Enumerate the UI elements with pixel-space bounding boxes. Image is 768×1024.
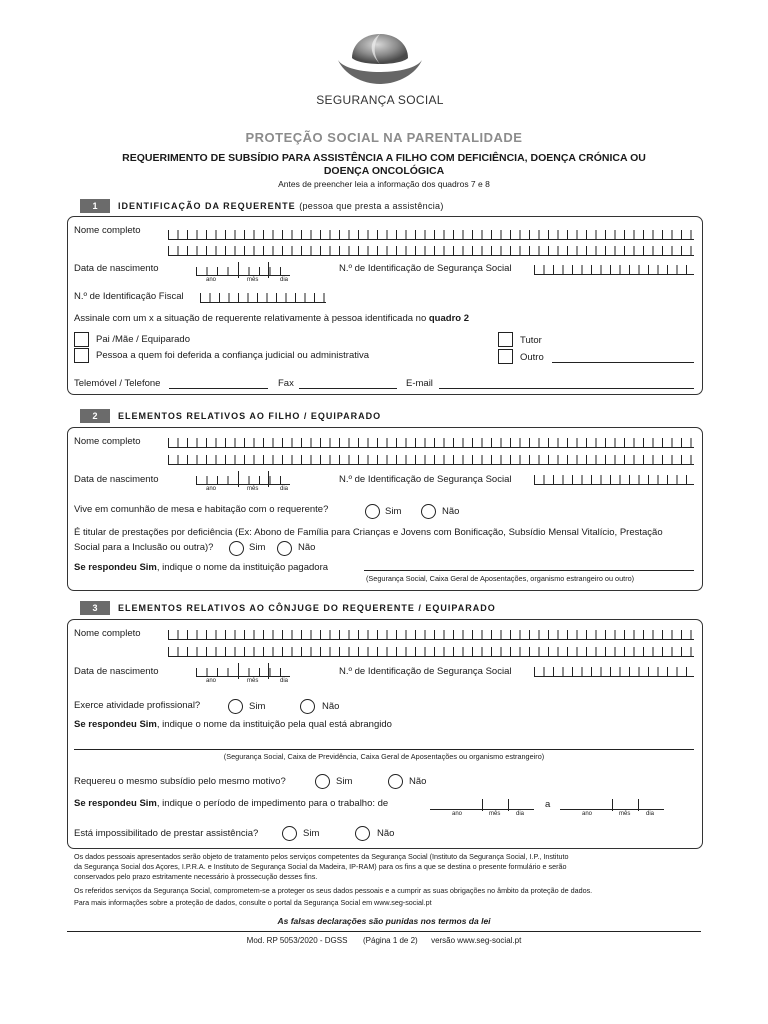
s2-benefit-question-2: Social para a Inclusão ou outra)? — [74, 542, 214, 553]
s1-foster-checkbox[interactable] — [74, 348, 89, 363]
s1-parent-label: Pai /Mãe / Equiparado — [96, 334, 191, 345]
section2-header — [80, 409, 381, 423]
s1-niss-field[interactable] — [534, 263, 694, 275]
section1-title-note: (pessoa que presta a assistência) — [299, 201, 444, 211]
s2-name-field-1[interactable] — [168, 436, 694, 448]
s3-from-day-hint: dia — [516, 811, 525, 817]
s2-month-hint: mês — [247, 486, 259, 492]
s1-month-hint: mês — [247, 277, 259, 283]
s3-to-label: a — [545, 799, 551, 810]
s2-cohabit-question: Vive em comunhão de mesa e habitação com o requerente? — [74, 504, 329, 515]
s3-work-yes-radio[interactable] — [228, 699, 243, 714]
s1-mark-instruction: Assinale com um x a situação de requerente relativamente à pessoa identificada no quadro 2 — [74, 313, 469, 324]
s3-unable-no-radio[interactable] — [355, 826, 370, 841]
s3-year-hint: ano — [206, 678, 217, 684]
version-link[interactable]: versão www.seg-social.pt — [431, 936, 522, 945]
s3-same-subsidy-question: Requereu o mesmo subsídio pelo mesmo motivo? — [74, 776, 286, 787]
s3-work-question: Exerce atividade profissional? — [74, 700, 201, 711]
s2-cohabit-yes-radio[interactable] — [365, 504, 380, 519]
s3-unable-yes-radio[interactable] — [282, 826, 297, 841]
s2-cohabit-no-label: Não — [442, 506, 460, 517]
s1-nif-field[interactable] — [200, 291, 326, 303]
s3-from-month-hint: mês — [489, 811, 501, 817]
s3-to-year-hint: ano — [582, 811, 593, 817]
s1-day-hint: dia — [280, 277, 289, 283]
section1-panel — [67, 216, 703, 395]
s2-birth-label: Data de nascimento — [74, 474, 159, 485]
s3-name-field-1[interactable] — [168, 628, 694, 640]
s2-name-label: Nome completo — [74, 436, 141, 447]
s2-benefit-question-1: É titular de prestações por deficiência (Ex: Abono de Família para Crianças e Jovens com Bonificação, Subsídio Mensal Vitalício, Prestação — [74, 527, 663, 538]
s1-name-field-1[interactable] — [168, 228, 694, 240]
privacy-commitment: Os referidos serviços da Segurança Social, comprometem-se a proteger os seus dados pessoais e a cumprir as suas obrigações no âmbito da proteção de dados. — [74, 886, 593, 895]
footer-info — [0, 936, 768, 945]
s2-niss-label: N.º de Identificação de Segurança Social — [339, 474, 512, 485]
s3-month-hint: mês — [247, 678, 259, 684]
page-title: PROTEÇÃO SOCIAL NA PARENTALIDADE — [245, 130, 523, 145]
privacy-more-info: Para mais informações sobre a proteção de dados, consulte o portal da Segurança Social em www.seg-social.pt — [74, 898, 432, 907]
privacy-notice: Os dados pessoais apresentados serão objeto de tratamento pelos serviços competentes da Segurança Social (Instituto da Segurança Social, I.P., Instituto da Segurança Social dos Açores, I.P.R.A. e Instituto de Segurança Social da Madeira, IP-RAM) para os fins a que se destina o presente formulário e serão conservados pelo prazo estritamente necessário à prossecução desses fins. — [74, 852, 569, 881]
s1-year-hint: ano — [206, 277, 217, 283]
s1-name-field-2[interactable] — [168, 244, 694, 256]
section3-header — [80, 601, 496, 615]
s1-fax-label: Fax — [278, 378, 294, 389]
s1-other-checkbox[interactable] — [498, 349, 513, 364]
s3-niss-label: N.º de Identificação de Segurança Social — [339, 666, 512, 677]
s3-day-hint: dia — [280, 678, 289, 684]
s3-from-year-hint: ano — [452, 811, 463, 817]
s3-birth-field[interactable] — [196, 665, 290, 677]
s3-to-day-hint: dia — [646, 811, 655, 817]
s3-work-if-yes: Se respondeu Sim, indique o nome da instituição pela qual está abrangido — [74, 719, 392, 730]
s1-phone-label: Telemóvel / Telefone — [74, 378, 161, 389]
s3-same-no-label: Não — [409, 776, 427, 787]
s3-name-label: Nome completo — [74, 628, 141, 639]
s1-other-field[interactable] — [552, 362, 694, 363]
s3-work-no-label: Não — [322, 701, 340, 712]
s3-to-month-hint: mês — [619, 811, 631, 817]
footer-divider — [67, 931, 701, 932]
logo — [328, 32, 432, 94]
s3-unable-yes-label: Sim — [303, 828, 320, 839]
s3-unable-question: Está impossibilitado de prestar assistência? — [74, 828, 259, 839]
s2-cohabit-yes-label: Sim — [385, 506, 402, 517]
s1-birth-label: Data de nascimento — [74, 263, 159, 274]
s2-institution-field[interactable] — [364, 570, 694, 571]
s2-niss-field[interactable] — [534, 473, 694, 485]
section3-title: ELEMENTOS RELATIVOS AO CÔNJUGE DO REQUERENTE / EQUIPARADO — [118, 603, 496, 613]
s1-niss-label: N.º de Identificação de Segurança Social — [339, 263, 512, 274]
s2-cohabit-no-radio[interactable] — [421, 504, 436, 519]
segurança-social-logo-icon — [328, 32, 432, 94]
s2-name-field-2[interactable] — [168, 453, 694, 465]
s2-day-hint: dia — [280, 486, 289, 492]
model-code: Mod. RP 5053/2020 - DGSS — [246, 936, 348, 945]
s3-same-yes-radio[interactable] — [315, 774, 330, 789]
s2-year-hint: ano — [206, 486, 217, 492]
org-name: SEGURANÇA SOCIAL — [316, 93, 444, 107]
s3-unable-no-label: Não — [377, 828, 395, 839]
s2-benefit-no-label: Não — [298, 542, 316, 553]
s2-benefit-yes-label: Sim — [249, 542, 266, 553]
s1-email-field[interactable] — [439, 388, 694, 389]
section3-number: 3 — [80, 601, 110, 615]
s3-institution-hint: (Segurança Social, Caixa de Previdência, Caixa Geral de Aposentações ou organismo estrangeiro) — [223, 752, 545, 761]
s2-benefit-yes-radio[interactable] — [229, 541, 244, 556]
section1-number: 1 — [80, 199, 110, 213]
subtitle-line2: DOENÇA ONCOLÓGICA — [323, 165, 445, 177]
s3-period-if-yes: Se respondeu Sim, indique o período de impedimento para o trabalho: de — [74, 798, 389, 809]
section1-header — [80, 199, 444, 213]
section2-title: ELEMENTOS RELATIVOS AO FILHO / EQUIPARADO — [118, 411, 382, 421]
s3-name-field-2[interactable] — [168, 645, 694, 657]
section1-title: IDENTIFICAÇÃO DA REQUERENTE — [118, 201, 296, 211]
s3-institution-field[interactable] — [74, 749, 694, 750]
s1-tutor-checkbox[interactable] — [498, 332, 513, 347]
s2-benefit-no-radio[interactable] — [277, 541, 292, 556]
s3-work-no-radio[interactable] — [300, 699, 315, 714]
false-declaration-warning: As falsas declarações são punidas nos termos da lei — [277, 916, 491, 926]
s1-email-label: E-mail — [406, 378, 433, 389]
s2-birth-field[interactable] — [196, 473, 290, 485]
s3-work-yes-label: Sim — [249, 701, 266, 712]
page-indicator: (Página 1 de 2) — [363, 936, 418, 945]
s3-birth-label: Data de nascimento — [74, 666, 159, 677]
s1-nif-label: N.º de Identificação Fiscal — [74, 291, 184, 302]
s1-name-label: Nome completo — [74, 225, 141, 236]
s2-institution-hint: (Segurança Social, Caixa Geral de Aposentações, organismo estrangeiro ou outro) — [366, 574, 635, 583]
s1-foster-label: Pessoa a quem foi deferida a confiança judicial ou administrativa — [96, 350, 370, 361]
s1-tutor-label: Tutor — [520, 335, 542, 346]
s1-fax-field[interactable] — [299, 388, 397, 389]
section2-number: 2 — [80, 409, 110, 423]
instruction: Antes de preencher leia a informação dos quadros 7 e 8 — [278, 179, 490, 189]
s1-parent-checkbox[interactable] — [74, 332, 89, 347]
s3-same-no-radio[interactable] — [388, 774, 403, 789]
s2-if-yes: Se respondeu Sim, indique o nome da instituição pagadora — [74, 562, 329, 573]
s1-phone-field[interactable] — [169, 388, 268, 389]
s3-same-yes-label: Sim — [336, 776, 353, 787]
s3-niss-field[interactable] — [534, 665, 694, 677]
s1-birth-field[interactable] — [196, 264, 290, 276]
s1-other-label: Outro — [520, 352, 544, 363]
subtitle-line1: REQUERIMENTO DE SUBSÍDIO PARA ASSISTÊNCIA A FILHO COM DEFICIÊNCIA, DOENÇA CRÓNICA OU — [122, 152, 646, 164]
